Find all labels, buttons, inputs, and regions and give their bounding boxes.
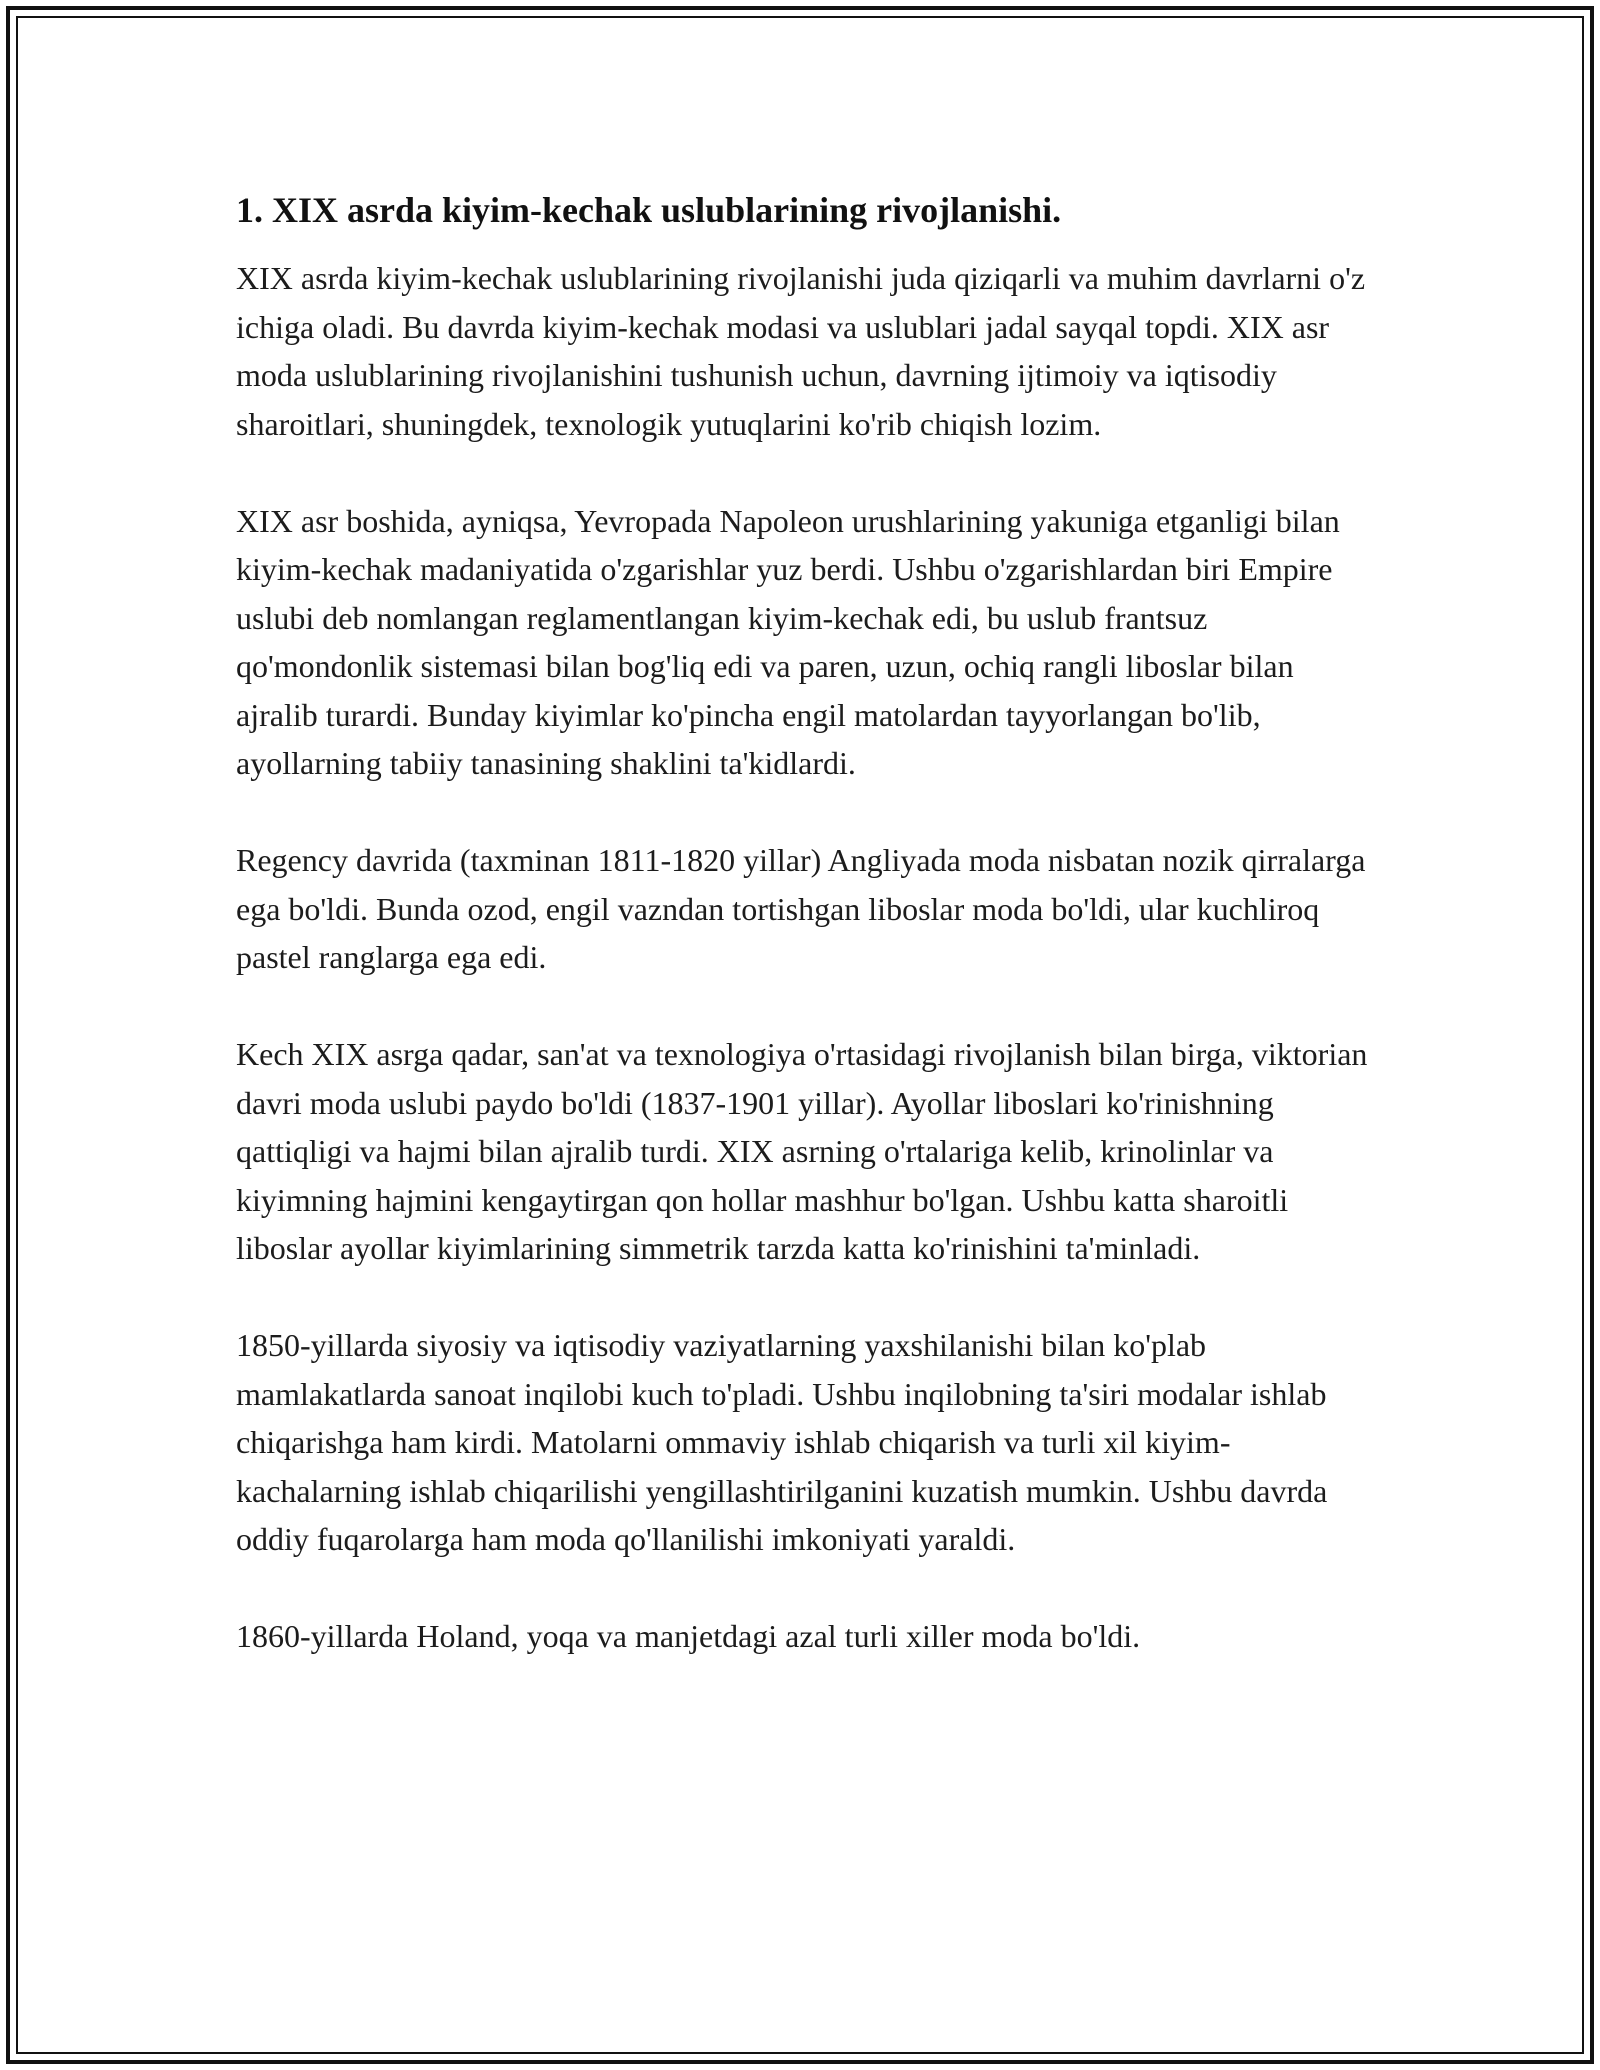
paragraph: XIX asr boshida, ayniqsa, Yevropada Napoleon urushlarining yakuniga etganligi bilan kiyim-kechak madaniyatida o'zgarishlar yuz berdi. Ushbu o'zgarishlardan biri Empire uslubi deb nomlangan reglamentlangan kiyim-kechak edi, bu uslub frantsuz qo'mondonlik sistemasi bilan bog'liq edi va paren, uzun, ochiq rangli liboslar bilan ajralib turardi. Bunday kiyimlar ko'pincha engil matolardan tayyorlangan bo'lib, ayollarning tabiiy tanasining shaklini ta'kidlardi. [236, 502, 1340, 781]
paragraph: XIX asrda kiyim-kechak uslublarining rivojlanishi juda qiziqarli va muhim davrlarni o'z ichiga oladi. Bu davrda kiyim-kechak modasi va uslublari jadal sayqal topdi. XIX asr moda uslublarining rivojlanishini tushunish uchun, davrning ijtimoiy va iqtisodiy sharoitlari, shuningdek, texnologik yutuqlarini ko'rib chiqish lozim. [236, 260, 1366, 442]
paragraph: Regency davrida (taxminan 1811-1820 yillar) Angliyada moda nisbatan nozik qirralarga ega bo'ldi. Bunda ozod, engil vazndan tortishgan liboslar moda bo'ldi, ular kuchliroq pastel ranglarga ega edi. [236, 842, 1366, 975]
document-body [236, 186, 1376, 1661]
paragraph: Kech XIX asrga qadar, san'at va texnologiya o'rtasidagi rivojlanish bilan birga, viktorian davri moda uslubi paydo bo'ldi (1837-1901 yillar). Ayollar liboslari ko'rinishning qattiqligi va hajmi bilan ajralib turdi. XIX asrning o'rtalariga kelib, krinolinlar va kiyimning hajmini kengaytirgan qon hollar mashhur bo'lgan. Ushbu katta sharoitli liboslar ayollar kiyimlarining simmetrik tarzda katta ko'rinishini ta'minladi. [236, 1036, 1368, 1266]
paragraph: 1850-yillarda siyosiy va iqtisodiy vaziyatlarning yaxshilanishi bilan ko'plab mamlakatlarda sanoat inqilobi kuch to'pladi. Ushbu inqilobning ta'siri modalar ishlab chiqarishga ham kirdi. Matolarni ommaviy ishlab chiqarish va turli xil kiyim-kachalarning ishlab chiqarilishi yengillashtirilganini kuzatish mumkin. Ushbu davrda oddiy fuqarolarga ham moda qo'llanilishi imkoniyati yaraldi. [236, 1327, 1328, 1557]
paragraph: 1860-yillarda Holand, yoqa va manjetdagi azal turli xiller moda bo'ldi. [236, 1618, 1141, 1654]
section-heading: 1. XIX asrda kiyim-kechak uslublarining rivojlanishi. [236, 190, 1062, 230]
